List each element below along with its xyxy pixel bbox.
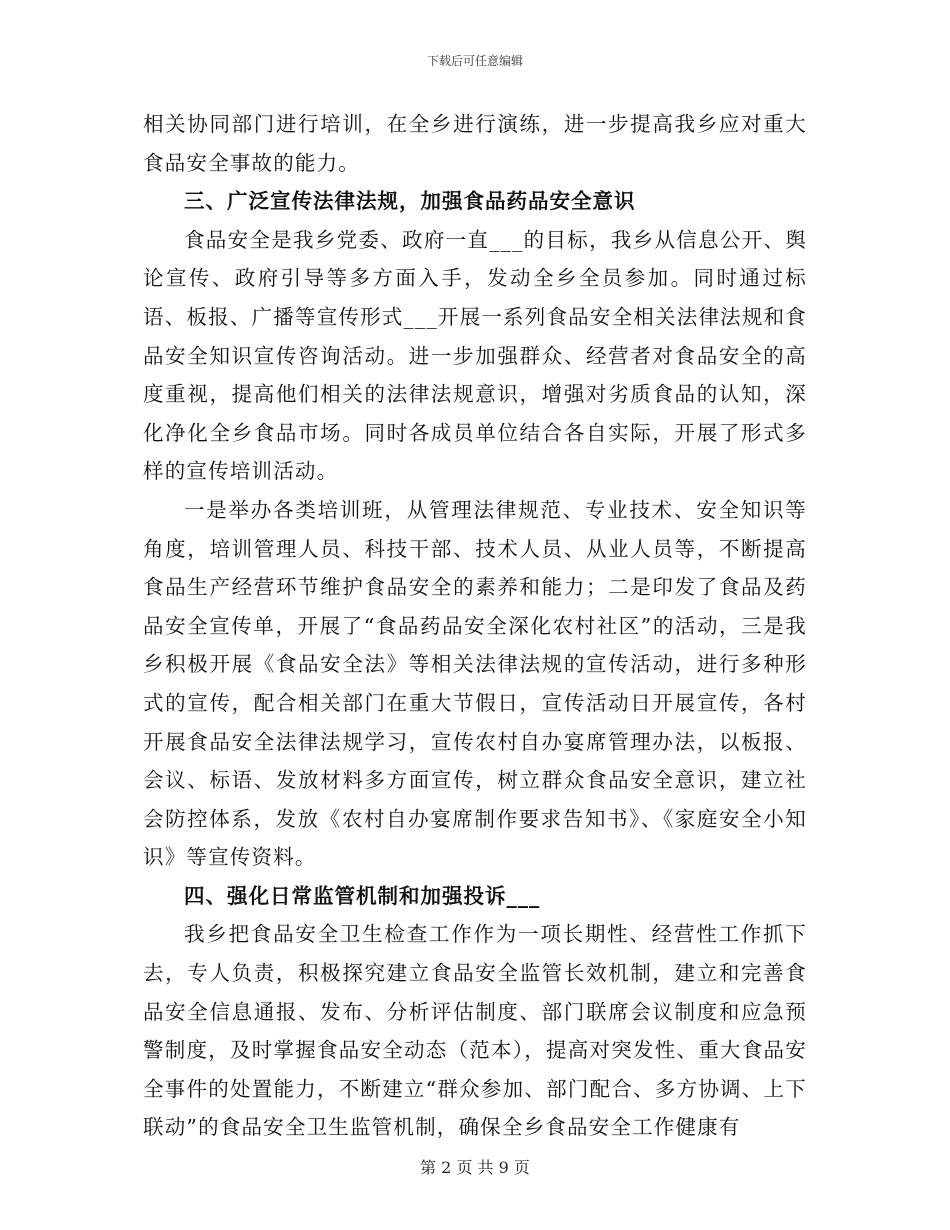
paragraph-continuation: 相关协同部门进行培训，在全乡进行演练，进一步提高我乡应对重大食品安全事故的能力。 [143,112,807,175]
page-header: 下载后可任意编辑 [426,54,523,68]
paragraph-supervision: 我乡把食品安全卫生检查工作作为一项长期性、经营性工作抓下去，专人负责，积极探究建立食品安全监管长效机制，建立和完善食品安全信息通报、发布、分析评估制度、部门联席会议制度和应急预警制度，及时掌握食品安全动态（范本），提高对突发性、重大食品安全事件的处置能力，不断建立“群众参加、部门配合、多方协调、上下联动”的食品安全卫生监管机制，确保全乡食品安全工作健康有 [143,922,807,1140]
paragraph-training-activities: 一是举办各类培训班，从管理法律规范、专业技术、安全知识等角度，培训管理人员、科技干部、技术人员、从业人员等，不断提高食品生产经营环节维护食品安全的素养和能力；二是印发了食品及药品安全宣传单，开展了“食品药品安全深化农村社区”的活动，三是我乡积极开展《食品安全法》等相关法律法规的宣传活动，进行多种形式的宣传，配合相关部门在重大节假日，宣传活动日开展宣传，各村开展食品安全法律法规学习，宣传农村自办宴席管理办法，以板报、会议、标语、发放材料多方面宣传，树立群众食品安全意识，建立社会防控体系，发放《农村自办宴席制作要求告知书》、《家庭安全小知识》等宣传资料。 [143,497,807,870]
page-number: 第 2 页 共 9 页 [420,1158,530,1177]
document-body [143,105,807,1147]
paragraph-publicity: 食品安全是我乡党委、政府一直___的目标，我乡从信息公开、舆论宣传、政府引导等多方面入手，发动全乡全员参加。同时通过标语、板报、广播等宣传形式___开展一系列食品安全相关法律法规和食品安全知识宣传咨询活动。进一步加强群众、经营者对食品安全的高度重视，提高他们相关的法律法规意识，增强对劣质食品的认知，深化净化全乡食品市场。同时各成员单位结合各自实际，开展了形式多样的宣传培训活动。 [143,227,807,484]
section-heading-3: 三、广泛宣传法律法规，加强食品药品安全意识 [184,189,636,214]
section-heading-4: 四、强化日常监管机制和加强投诉___ [184,883,541,908]
